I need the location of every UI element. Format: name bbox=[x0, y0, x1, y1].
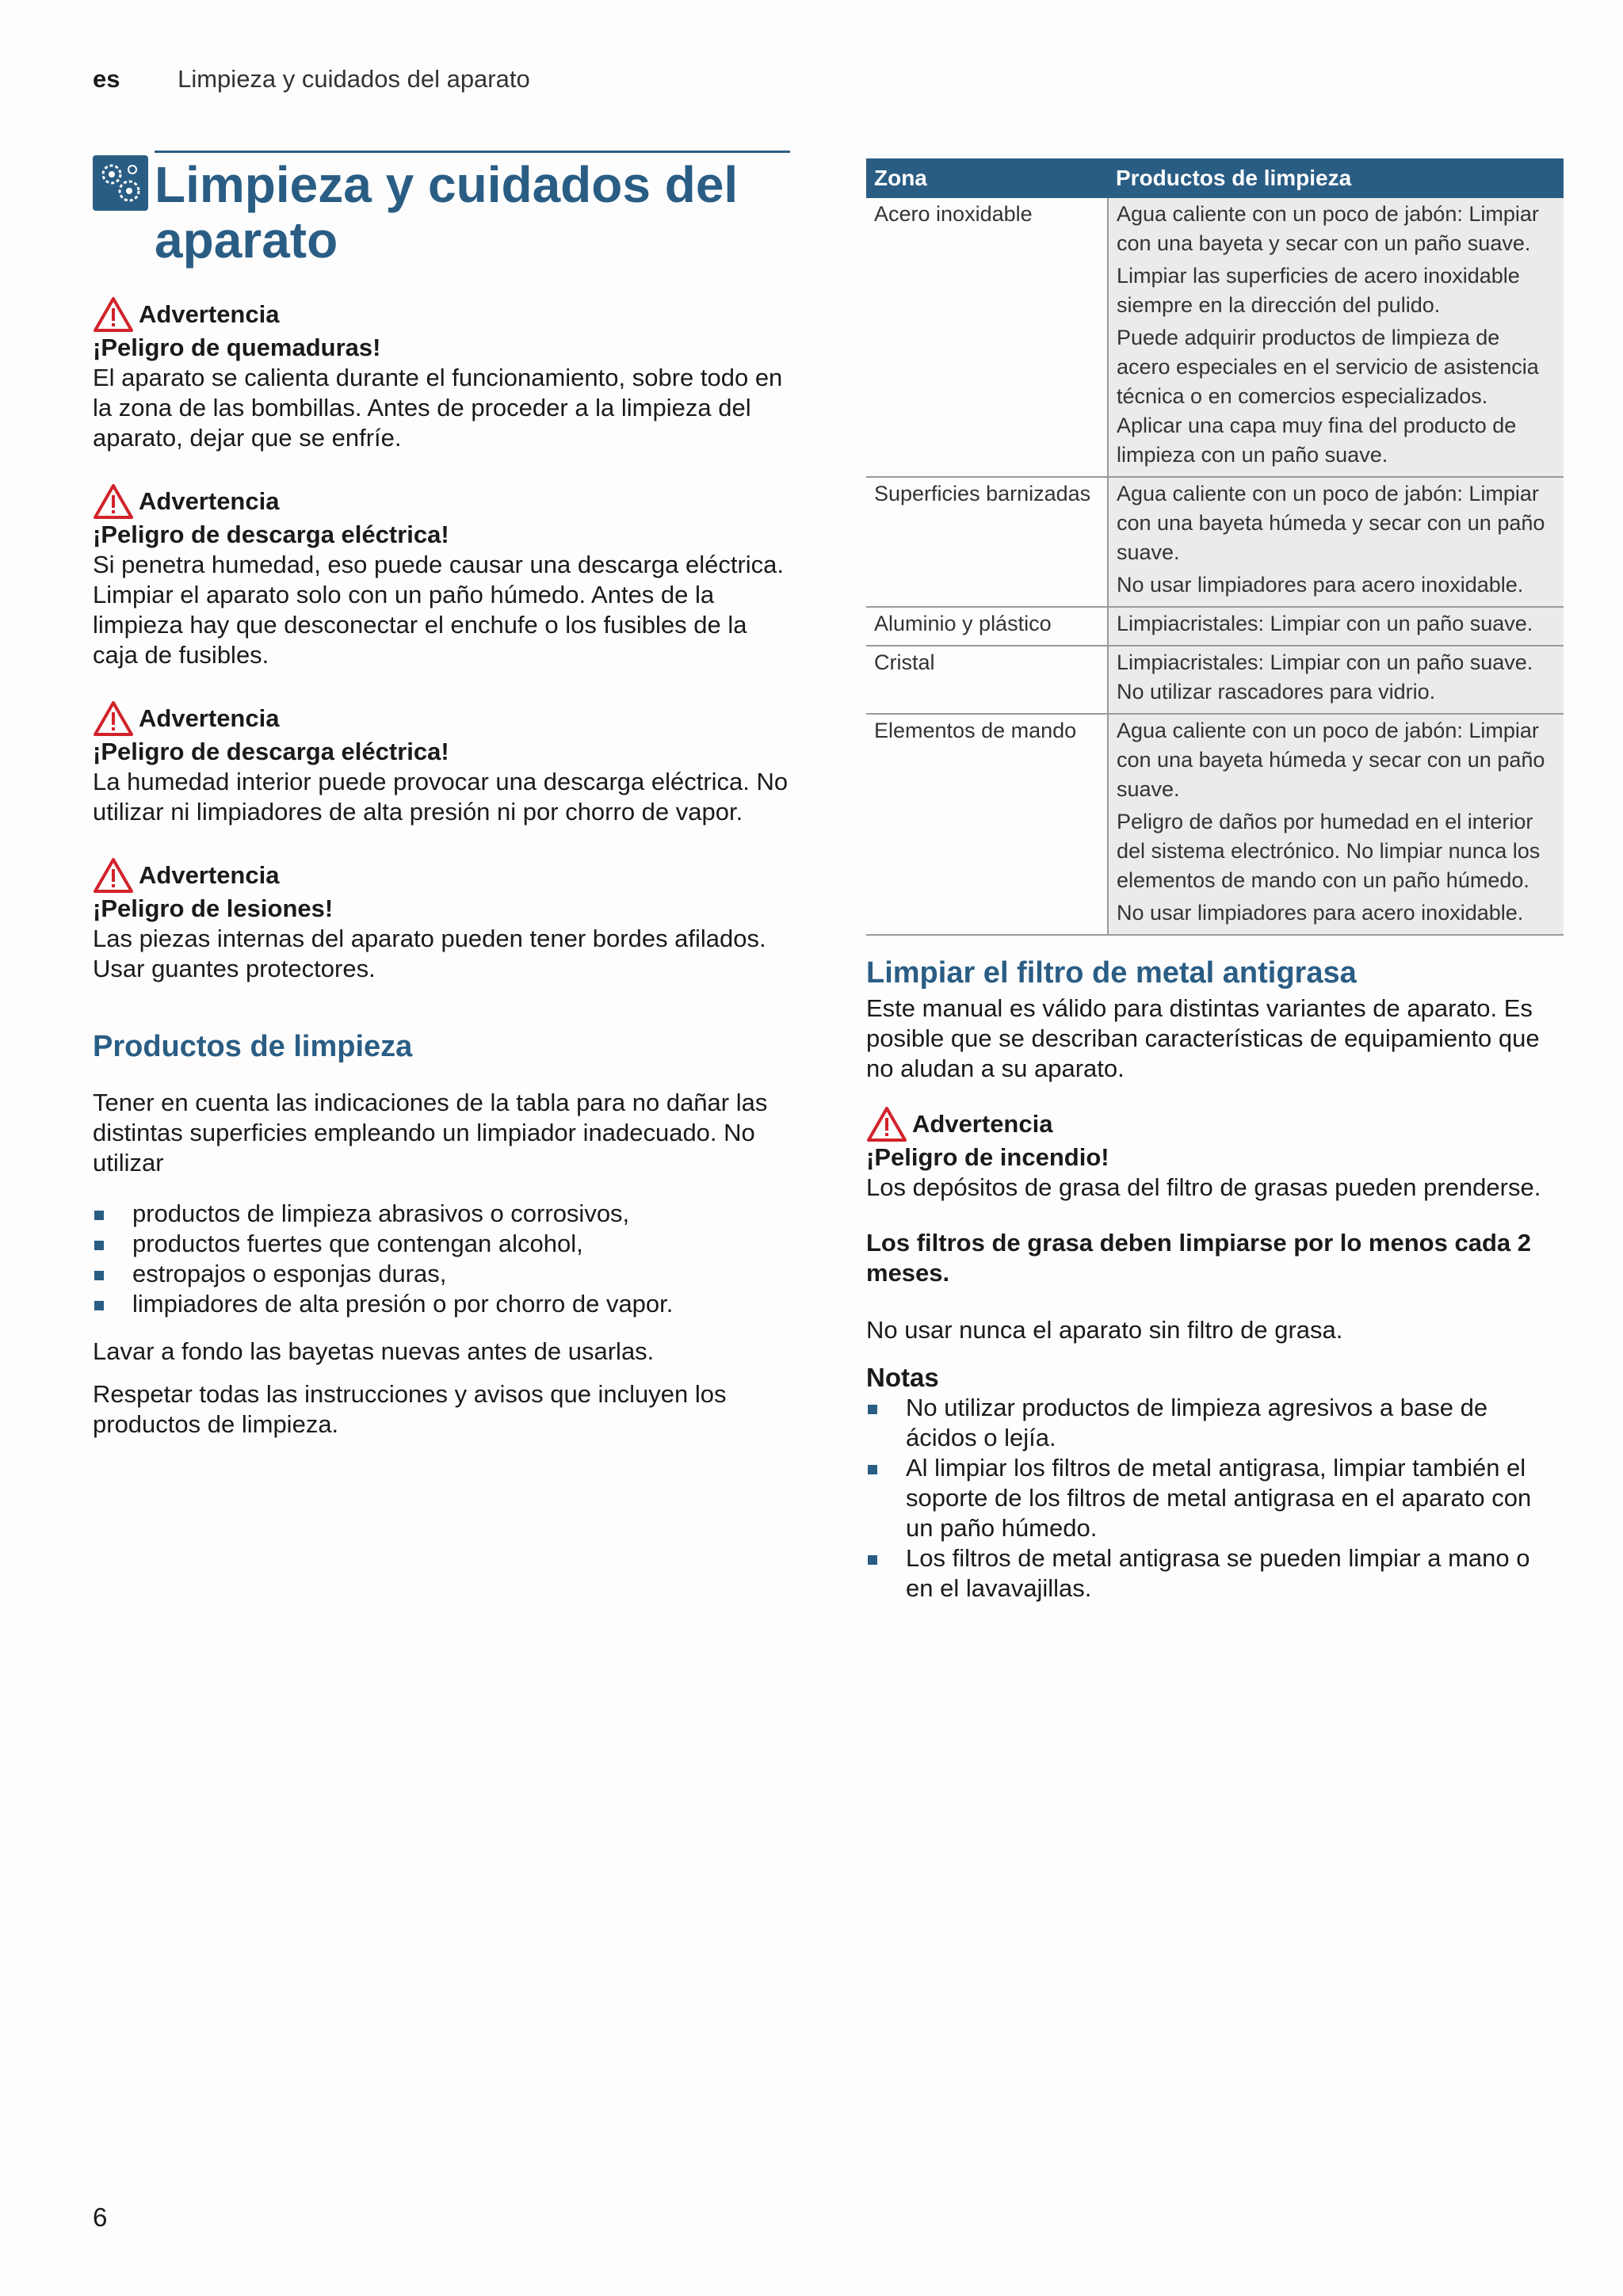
list-item: Al limpiar los filtros de metal antigrasa, limpiar también el soporte de los filtros de metal antigrasa en el aparato con un paño húmedo. bbox=[866, 1453, 1564, 1543]
section-title-block bbox=[93, 151, 790, 268]
title-rule bbox=[155, 151, 790, 153]
page-title bbox=[155, 151, 790, 268]
warning-text: La humedad interior puede provocar una descarga eléctrica. No utilizar ni limpiadores de alta presión ni por chorro de vapor. bbox=[93, 768, 789, 826]
product-text: Agua caliente con un poco de jabón: Limpiar con una bayeta húmeda y secar con un paño suave. bbox=[1117, 719, 1545, 801]
table-row bbox=[866, 607, 1564, 646]
warning-fire bbox=[866, 1106, 1564, 1203]
products-para-1: Lavar a fondo las bayetas nuevas antes de usarlas. bbox=[93, 1337, 655, 1365]
zone-cell: Superficies barnizadas bbox=[866, 477, 1108, 607]
page-number: 6 bbox=[93, 2203, 108, 2232]
products-cell bbox=[1108, 714, 1564, 935]
product-text: Puede adquirir productos de limpieza de acero especiales en el servicio de asistencia técnica o en comercios especializados. Aplicar una capa muy fina del producto de limpieza con un paño suave. bbox=[1117, 326, 1539, 467]
products-cell bbox=[1108, 198, 1564, 477]
product-text: Agua caliente con un poco de jabón: Limpiar con una bayeta y secar con un paño suave. bbox=[1117, 202, 1539, 255]
list-item: estropajos o esponjas duras, bbox=[93, 1259, 790, 1289]
filter-bold-note: Los filtros de grasa deben limpiarse por lo menos cada 2 meses. bbox=[866, 1229, 1531, 1287]
warning-triangle-icon bbox=[93, 700, 134, 737]
warning-triangle-icon bbox=[866, 1106, 907, 1142]
table-row bbox=[866, 198, 1564, 477]
notes-list bbox=[866, 1393, 1564, 1604]
warning-triangle-icon bbox=[93, 296, 134, 333]
title-line-1: Limpieza y cuidados del bbox=[155, 156, 739, 213]
product-text: Peligro de daños por humedad en el interior del sistema electrónico. No limpiar nunca los elementos de mando con un paño húmedo. bbox=[1117, 810, 1541, 892]
product-text: No usar limpiadores para acero inoxidable. bbox=[1117, 573, 1524, 597]
title-line-2: aparato bbox=[155, 212, 338, 269]
products-cell bbox=[1108, 477, 1564, 607]
warning-label: Advertencia bbox=[93, 700, 790, 737]
header-title: Limpieza y cuidados del aparato bbox=[178, 65, 530, 93]
warning-text: Si penetra humedad, eso puede causar una descarga eléctrica. Limpiar el aparato solo con un paño húmedo. Antes de la limpieza hay que desconectar el enchufe o los fusibles de la caja de fusibles. bbox=[93, 551, 785, 669]
warning-electric-1 bbox=[93, 483, 790, 670]
products-heading: Productos de limpieza bbox=[93, 1030, 413, 1063]
warning-label: Advertencia bbox=[93, 483, 790, 520]
product-text: Limpiacristales: Limpiar con un paño suave. No utilizar rascadores para vidrio. bbox=[1117, 650, 1533, 704]
warning-label: Advertencia bbox=[93, 296, 790, 333]
list-item: productos de limpieza abrasivos o corrosivos, bbox=[93, 1199, 790, 1229]
zone-cell: Acero inoxidable bbox=[866, 198, 1108, 477]
list-item: No utilizar productos de limpieza agresivos a base de ácidos o lejía. bbox=[866, 1393, 1564, 1453]
list-item: Los filtros de metal antigrasa se pueden limpiar a mano o en el lavavajillas. bbox=[866, 1543, 1564, 1604]
cleaning-table bbox=[866, 158, 1564, 936]
warning-triangle-icon bbox=[93, 857, 134, 894]
cleaning-gears-icon bbox=[93, 155, 148, 211]
warning-heading: ¡Peligro de incendio! bbox=[866, 1143, 1109, 1171]
warning-text: Las piezas internas del aparato pueden tener bordes afilados. Usar guantes protectores. bbox=[93, 925, 766, 982]
products-avoid-list bbox=[93, 1199, 790, 1319]
table-row bbox=[866, 477, 1564, 607]
zone-cell: Cristal bbox=[866, 646, 1108, 714]
products-cell bbox=[1108, 607, 1564, 646]
left-column bbox=[93, 151, 790, 1440]
product-text: Agua caliente con un poco de jabón: Limpiar con una bayeta húmeda y secar con un paño suave. bbox=[1117, 482, 1545, 564]
products-para-2: Respetar todas las instrucciones y avisos que incluyen los productos de limpieza. bbox=[93, 1380, 727, 1438]
table-row bbox=[866, 714, 1564, 935]
warning-label: Advertencia bbox=[93, 857, 790, 894]
header-zone: Zona bbox=[866, 158, 1108, 198]
filter-intro: Este manual es válido para distintas variantes de aparato. Es posible que se describan características de equipamiento que no aludan a su aparato. bbox=[866, 994, 1540, 1082]
language-code: es bbox=[93, 65, 120, 93]
warning-heading: ¡Peligro de lesiones! bbox=[93, 894, 334, 922]
list-item: limpiadores de alta presión o por chorro de vapor. bbox=[93, 1289, 790, 1319]
right-column bbox=[866, 158, 1564, 1604]
warning-heading: ¡Peligro de descarga eléctrica! bbox=[93, 521, 449, 548]
products-intro: Tener en cuenta las indicaciones de la tabla para no dañar las distintas superficies empleando un limpiador inadecuado. No utilizar bbox=[93, 1089, 768, 1177]
table-row bbox=[866, 646, 1564, 714]
list-item: productos fuertes que contengan alcohol, bbox=[93, 1229, 790, 1259]
warning-text: El aparato se calienta durante el funcionamiento, sobre todo en la zona de las bombillas. Antes de proceder a la limpieza del aparato, dejar que se enfríe. bbox=[93, 364, 783, 452]
zone-cell: Elementos de mando bbox=[866, 714, 1108, 935]
warning-text: Los depósitos de grasa del filtro de grasas pueden prenderse. bbox=[866, 1173, 1541, 1201]
warning-electric-2 bbox=[93, 700, 790, 827]
warning-heading: ¡Peligro de quemaduras! bbox=[93, 334, 381, 361]
page-header bbox=[93, 65, 530, 93]
notes-heading: Notas bbox=[866, 1363, 939, 1392]
header-products: Productos de limpieza bbox=[1108, 158, 1564, 198]
warning-burn bbox=[93, 296, 790, 453]
table-header-row bbox=[866, 158, 1564, 198]
product-text: No usar limpiadores para acero inoxidable. bbox=[1117, 901, 1524, 925]
product-text: Limpiacristales: Limpiar con un paño suave. bbox=[1117, 612, 1533, 635]
filter-para: No usar nunca el aparato sin filtro de grasa. bbox=[866, 1316, 1343, 1344]
warning-injury bbox=[93, 857, 790, 984]
filter-heading: Limpiar el filtro de metal antigrasa bbox=[866, 956, 1357, 990]
product-text: Limpiar las superficies de acero inoxidable siempre en la dirección del pulido. bbox=[1117, 264, 1520, 317]
warning-triangle-icon bbox=[93, 483, 134, 520]
products-cell bbox=[1108, 646, 1564, 714]
warning-heading: ¡Peligro de descarga eléctrica! bbox=[93, 738, 449, 765]
zone-cell: Aluminio y plástico bbox=[866, 607, 1108, 646]
warning-label: Advertencia bbox=[866, 1106, 1564, 1142]
